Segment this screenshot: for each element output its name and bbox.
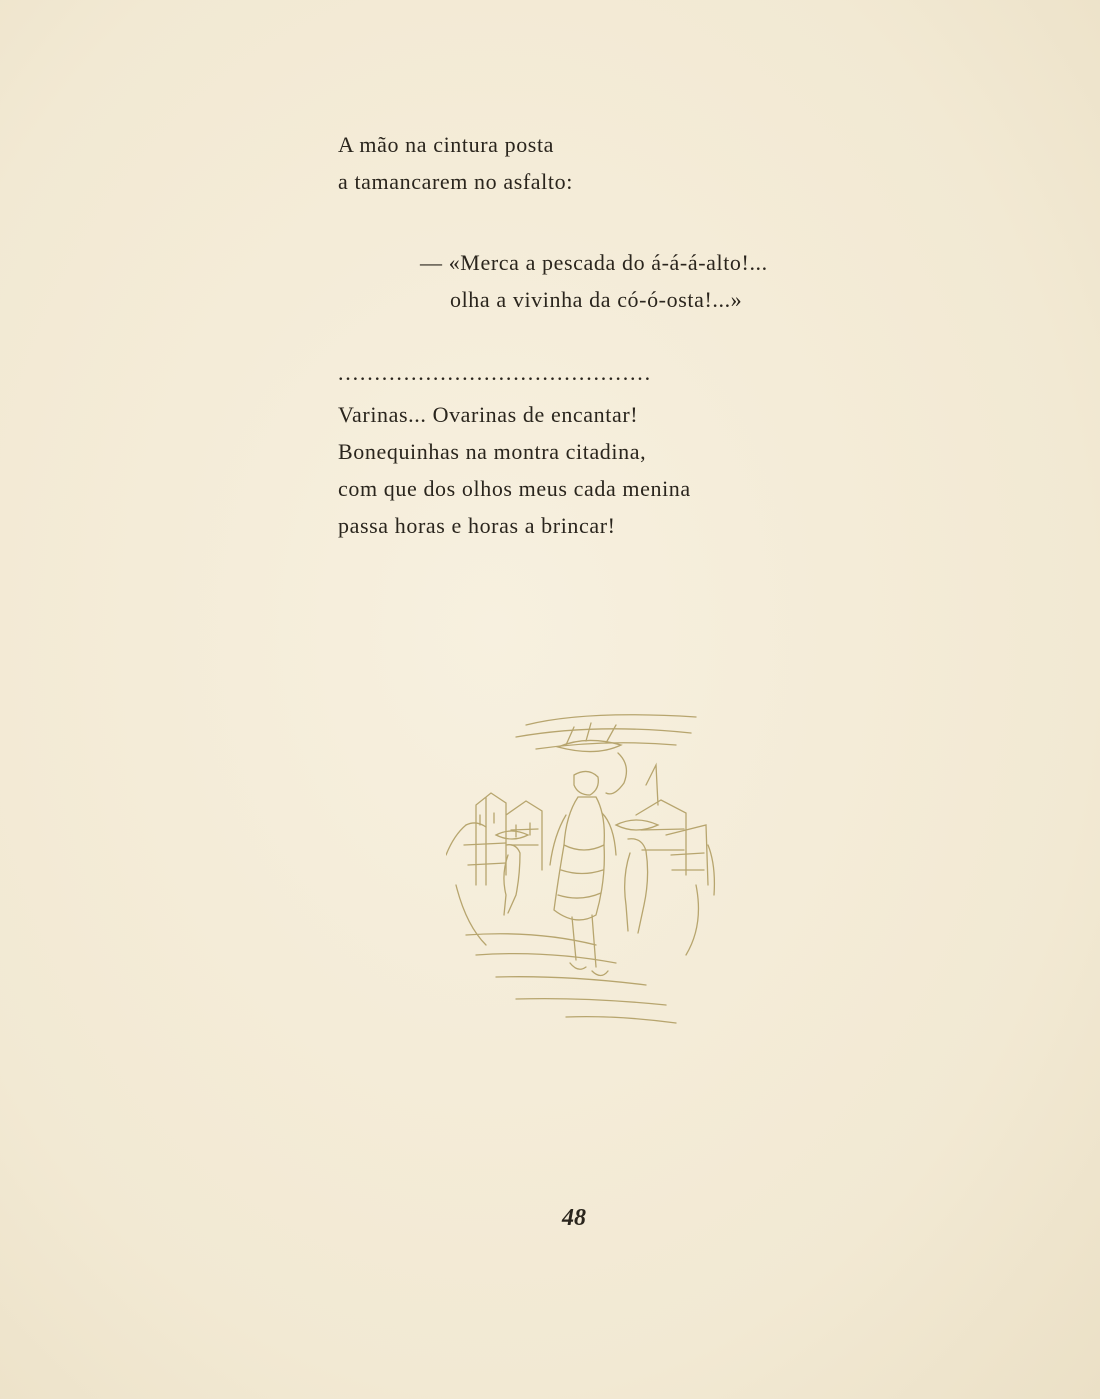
verse-line: passa horas e horas a brincar!	[338, 513, 616, 538]
stanza-2-street-cry	[420, 244, 940, 318]
varina-illustration	[446, 705, 722, 1031]
page-number: 48	[562, 1205, 586, 1231]
verse-line: com que dos olhos meus cada menina	[338, 476, 691, 501]
verse-line: A mão na cintura posta	[338, 132, 555, 157]
verse-line: a tamancarem no asfalto:	[338, 169, 573, 194]
verse-line: — «Merca a pescada do á-á-á-alto!...	[420, 250, 768, 275]
verse-line: Bonequinhas na montra citadina,	[338, 439, 647, 464]
verse-line: olha a vivinha da có-ó-osta!...»	[450, 287, 743, 312]
stanza-1	[338, 126, 858, 200]
dotted-separator: ...........................................	[338, 360, 652, 385]
stanza-3	[338, 396, 858, 544]
verse-line: Varinas... Ovarinas de encantar!	[338, 402, 639, 427]
